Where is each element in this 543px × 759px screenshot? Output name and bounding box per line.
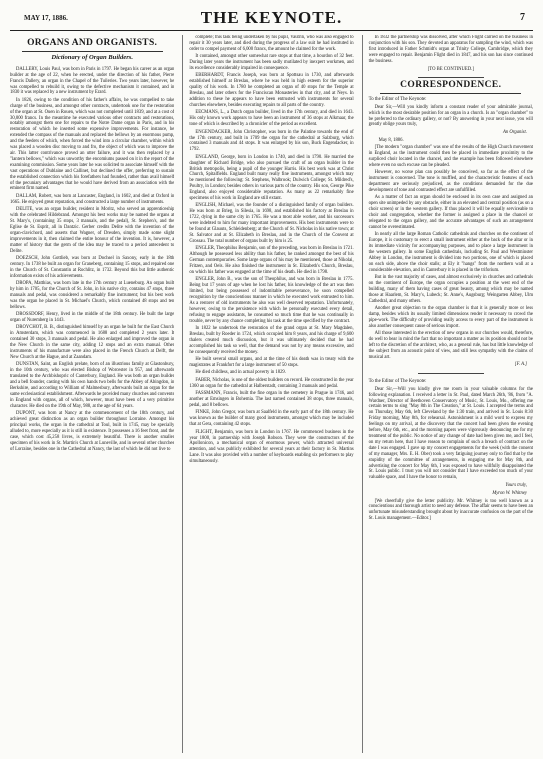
article-paragraph: DUNSTAN, Saint, an English prelate, born of an illustrious family at Glastonbury, in the 10th century, who was elected Bishop of Worcester in 957, and afterwards translated to the Archbishopric of Canterbury, England. He was both an organ builder and a bell founder, casting with his own hands two bells for the Abbey of Abingdon, in Berkshire, and according to William of Malmesbury, afterwards built an organ for the same ecclesiastical establishment. Afterwards he provided many churches and convents in England with organs, all of which, however, must have been of a very primitive character. He died on the 19th of May, 988, at the age of 64 years. (10, 362, 175, 409)
article-paragraph: ENGLER, Theophilus Benjamin, son of the preceding, was born in Breslau in 1721. Although he possessed less ability than his father, he ranked amongst the best of his German contemporaries. Some large organs of his may be mentioned, those at Nikolai, Fritzen, and Oels. He also finished the instrument in St. Elizabeth's Church, Breslau, on which his father was engaged at the time of his death. He died in 1798. (189, 246, 354, 275)
article-paragraph: DOEZSCH, John Gottlieb, was born at Dochsel in Saxony, early in the 18th century. In 1738 he built an organ for Graneberg, containing 15 stops, and repaired one in the Church of St. Constantin at Rochlitz, in 1732. Beyond this but little authentic information exists of his achievements. (10, 255, 175, 279)
article-paragraph: FLIGHT, Benjamin, was born in London in 1767. He commenced business in the year 1800, in partnership with Joseph Robson. They were the constructors of the Apollonicon, a mechanical organ of enormous power, which attracted universal attention, and was publicly exhibited for several years at their factory in St. Martins Lane. It was also provided with a number of keyboards enabling six performers to play simultaneously. (189, 429, 354, 465)
letter-signature: Myron W. Whitney (492, 490, 527, 496)
article-paragraph: DROYCHOT, B. B., distinguished himself by an organ he built for the East Church in Amsterdam, which was commenced in 1688 and completed 2 years later. It contained 30 stops, 3 manuals and pedal. He also enlarged and improved the organ in the New Church in the same city, adding 12 stops and an extra manual. Other instruments of his manufacture were also placed in the French Church at Delft, the New Church at the Hague, and at Zaandam. (10, 325, 175, 360)
letter-closing: Yours truly, (505, 482, 527, 488)
article-paragraph: In 1832 the partnership was dissolved, after which Flight carried on the business in conjunction with his son. They devoted an apparatus for sampling the wind, which was first introduced in Father Schmidt's organ at Trinity College, Cambridge, which they were engaged to repair. Benjamin Flight died in 1847, and his son has since continued the business. (368, 35, 533, 64)
editor-reply-paragraph: As a matter of fact an organ should be enclosed in its own case and assigned an open site unimpeded by any obstacle, either in an elevated and central position (as on a choir screen) or in the western gallery. If thus placed it will be equally serviceable to choir and congregation, whether the former is assigned a place in the chancel or relegated to the organ gallery, and the accurate advantages of such an arrangement cannot be overestimated. (368, 195, 533, 230)
editor-reply-paragraph: But in the vast majority of cases, and almost exclusively in churches and cathedrals on the continent of Europe, the organ occupies a position at the west end of the building, many of them having cases of great beauty, among which may be named those at Haarlem, St. Mary's, Lubeck; St. Anne's, Augsburg; Weingarten Abbey, Ulm Cathedral, and many others. (368, 275, 533, 304)
letter-paragraph: Dear Sir,—Will you kindly inform a constant reader of your admirable journal, which is the most desirable position for an organ in a church. Is an "organ chamber" to be preferred to the ordinary gallery, or not? By answering in your next issue, you will greatly oblige yours truly, (368, 104, 533, 128)
article-paragraph: ENGLAND, George, born in London in 1740, and died in 1790. He married the daughter of Richard Bridge, who also pursued the craft of an organ builder in the British metropolis, being a pupil of the younger Harris. His best work was at Christ Church, Spitalfields. England built many really fine instruments, amongst which may be mentioned the following: St. Stephens, Walbrook; Dulwich College; St. Mildred's, Poultry, in London; besides others in various parts of the country. His son, George Pike England, also enjoyed considerable reputation. As many as 22 remarkably fine specimens of his work in England are still extant. (189, 154, 354, 202)
article-paragraph: complete; this task being undertaken by his pupil, Vautrin, who was also engaged to repair it 30 years later, and died during the progress of a law suit he had instituted in order to compel payment of 6,000 francs, the amount he claimed for the work. (189, 35, 354, 52)
masthead (10, 6, 533, 31)
editor-reply-paragraph: However, no worse plan can possibly be conceived, so far as the effect of the instrument is concerned. The tone is muffled, and the characteristic features of each department are seriously prejudiced, as the conditions demanded for the due development of tone and contrasted effect are unfulfilled. (368, 170, 533, 194)
to-be-continued: [TO BE CONTINUED.] (427, 66, 474, 72)
letter-paragraph: Dear Sir,—Will you kindly give me room in your valuable columns for the following explanation. I received a letter in St. Paul, dated March 26th, '86, from "A. Wardner, Director of Beethoven Conservatory of Music, St. Louis, Mo., offering me certain terms to sing "May 8th in The Creation," at St. Louis. I accepted the terms and on Thursday, May 6th, left Cleveland by the 1:30 train, and arrived in St. Louis 8:30 Friday morning, May 8th, for rehearsal. Astonishment is a mild word to express my feelings on my arrival, at the discovery that the concert had been given the evening before, May 6th, etc., and the morning papers were vigorously denouncing me for my treatment of the public. No notice of any change of date had been given me, and I feel, on my return here, that I have reason to complain of such a breach of contract on the date I was engaged. I gave up my concert engagements for the week (with the consent of my manager, Mrs. E. H. Ober) took a very fatiguing journey only to find that by the stupidity of the committee of arrangements, in engaging me for May 8th, and advertising the concert for May 6th, I was exposed to have willfully disappointed the St. Louis public. I trust you will not consider that I have exceeded too much of your valuable space, and I have the honor to remain, (368, 386, 533, 481)
article-paragraph: He built several small organs, and at the time of his death was in treaty with the magistrates at Frankfort for a large instrument of 50 stops. (189, 357, 354, 369)
letter-signature: An Organist. (502, 129, 527, 135)
article-paragraph: ENGLISH, Michael, was the founder of a distinguished family of organ builders. He was born at Brieg, in Silesia, in 1698, and established his factory at Breslau in 1722, dying in the same city in 1765. He was a most able worker, and his successors were indebted to him for many important improvements. His best instruments were to be found at Glauuts, Schleidenberg; at the Church of St. Nicholas in his native town; at St. Salvator and at St. Elizabeth in Breslau, and in the Church of the Convent at Grossau. The total number of organs built by him is 25. (189, 203, 354, 244)
issue-date: MAY 17, 1886. (24, 14, 68, 22)
article-paragraph: FABER, Nicholas, is one of the oldest builders on record. He constructed in the year 1360 an organ for the cathedral at Halberstadt, containing 3 manuals and pedal. (189, 377, 354, 389)
title-rule (22, 51, 163, 52)
section-divider (418, 77, 484, 78)
section-divider (418, 373, 484, 374)
article-paragraph: DROSSDORF, Henry, lived in the middle of the 18th century. He built the large organ of Nuremberg in 1443. (10, 312, 175, 323)
letter-salutation: To the Editor of The Keynote: (368, 97, 427, 103)
article-paragraph: DALLERY, Louis Paul, was born in Paris in 1797. He began his career as an organ builder at the age of 22, when he erected, under the direction of his father, Pierre Francis Dallery, an organ in the Chapel of the Tuileries. Two years later, however, he was compelled to rebuild it, owing to the defective mechanism it contained, and in 1830 it was replaced by a new instrument by Erard. (10, 66, 175, 96)
columns (10, 35, 533, 753)
article-paragraph: In 1826, owing to the condition of his father's affairs, he was compelled to take charge of the business, and amongst other contracts, undertook one for the restoration of the organ at St. Ouen in Rouen, which was not completed until 1839, and at a cost of 30,000 francs. In the meantime he executed various other contracts and restorations, notably amongst them one for repairs to the Notre Dame organ in Paris, and in his restoration of which he inserted some expensive improvements. For instance, he extended the compass of the manuals and replaced the bellows by an enormous pump, and the feeders of which, when forced the wind into a circular chamber, within which was placed a wooden disc moving to and fro, the object of which was to improve the air. This latter contrivance proved an utter failure, and it was then replaced by a "lantern bellows," which was unworthy the encomiums passed on it in the report of the examining commission. Some years later he was solicited to associate himself with the vast operations of Dublaine and Callinet, but declined the offer, preferring to sustain the established connection which his forefathers had founded, rather than avail himself of the pecuniary advantages that he would have derived from an association with the eminent firm named. (10, 97, 175, 192)
editor-reply-paragraph: [The modern "organ chamber" was one of the results of the High Church movement in England, as the instrument could then be placed in immediate proximity to the surpliced choir located in the chancel, and the example has been followed elsewhere where even no such excuse can be pleaded. (368, 145, 533, 168)
publication-title: THE KEYNOTE. (200, 8, 343, 27)
title-rule (380, 93, 521, 94)
article-paragraph: EECMANS, L., a Dutch organ builder, lived in the 17th century, and died in 1643. His only known work appears to have been an instrument of 36 stops at Alkmaar, the tone of which is described by a chronicler of the period as excellent. (189, 110, 354, 128)
article-paragraph: DALLAM, Robert, was born at Lancaster, England, in 1602, and died at Oxford in 1665. He enjoyed great reputation, and constructed a large number of instruments. (10, 193, 175, 205)
article-paragraph: In 1822 he undertook the restoration of the grand organ at St. Mary Magdalen, Breslau, built by Roeder in 1724, which occupied him 8 years, and his charge of 9,600 thalers created much discussion, but it was ultimately decided that he had accomplished his task so well, that the demand was not by any means excessive, and he consequently received the money. (189, 326, 354, 355)
article-paragraph: FINKE, John Gregor, was born at Saalfeld in the early part of the 18th century. He was known as the builder of many good instruments, amongst which may be included that at Gera, containing 42 stops. (189, 410, 354, 428)
article-paragraph: DELITE, was an organ builder, resident in Moritz, who served an apprenticeship with the celebrated Hildebrand. Amongst his best works may be named the organs at St. Mary's, (containing 35 stops, 3 manuals, and the pedal), St. Stephen's, and the Eglise de St. Esprit, all in Dantzic. Gerber credits Delite with the invention of the organ-clavichord, and asserts that Wagner, of Dresden, simply made some slight improvements in it, then claimed the entire honour of the invention. It is, however, a matter of history that the germ of the idea may be traced to a period antecedent to Delite. (10, 207, 175, 254)
section-subtitle: Dictionary of Organ Builders. (51, 53, 134, 61)
letter-salutation: To the Editor of The Keynote: (368, 379, 427, 385)
article-paragraph: ENGENDACKER, John Christopher, was born in the Palatine towards the end of the 17th century, and built in 1709 the organ for the cathedral at Salzburg, which contained 3 manuals and 44 stops. It was enlarged by his son, Buck Engendacker, in 1792. (189, 129, 354, 153)
right-column (362, 35, 533, 753)
page-number: 7 (520, 12, 525, 23)
editor-signature: [F. A.] (514, 362, 527, 368)
article-paragraph: It contained, amongst other somewhat rare stops at that time, a bourdon of 32 feet. During later years the instrument has been sadly mutilated by inexpert workmen, and its excellence considerably impaired in consequence. (189, 54, 354, 72)
article-paragraph: He died childless, and in actual poverty in 1829. (195, 370, 286, 376)
article-paragraph: EBERHARDT, Francis Joseph, was born at Spottsau in 1730, and afterwards established himself at Breslau, where he was held in high esteem for the superior quality of his work. In 1780 he completed an organ of 40 stops for the Temple at Breslau, and later others for the Franciscan Monasteries in that city, and at Neys. In addition to these he appears to have been entrusted with instruments for several churches elsewhere, besides executing repairs to all parts of the country. (189, 73, 354, 108)
editor-reply-paragraph: [We cheerfully give the letter publicity. Mr. Whitney is too well known as a conscientious and thorough artist to need any defense. The affair seems to have been an unfortunate misunderstanding brought about by inaccurate confusion on the part of the St. Louis management.—Editor.] (368, 498, 533, 522)
editor-reply-paragraph: Another great objection to the organ chamber is that it is generally more or less damp, besides which its usually limited dimensions render it necessary to crowd the pipe-work. The difficulty of providing really access to every part of the instrument is also another consequent cause of serious import. (368, 306, 533, 329)
letter-date: May 8, 1886. (378, 137, 404, 143)
section-title-organs: ORGANS AND ORGANISTS. (27, 38, 158, 48)
article-paragraph: ENGLER, John B., was the son of Theophilus, and was born in Breslau in 1775. Being but 17 years of age when he lost his father, his knowledge of the art was then limited, but being possessed of indomitable perseverance, he soon compelled recognition by the conscientious manner in which he executed work entrusted to him. As a restorer of old instruments he also was well deserved reputation. Unfortunately, however, owing to the persistence with which he personally executed every detail, refusing to engage assistants, he consumed so much time that he was continually in trouble, never by any chance completing his task at the time specified by the contract. (189, 277, 354, 324)
article-paragraph: DROPA, Matthias, was born late in the 17th century at Lueneburg. An organ built by him in 1705, for the Church of St. John, in his native city, contains 47 stops, three manuals and pedal, was considered a remarkably fine instrument; but his best work was the organ he placed in St. Michael's Church, which contained 48 stops and ten bellows. (10, 281, 175, 310)
editor-reply-paragraph: In nearly all the large Roman Catholic cathedrals and churches on the continent of Europe, it is customary to erect a small instrument either at the back of the altar or in its immediate vicinity for accompanying purposes, and to place a large instrument in the western gallery. In some English cathedrals, including St. Paul and Westminster Abbey in London, the instrument is divided into two portions, one of which is placed on each side, above the choir stalls; at Ely it "hangs" from the northern wall at a considerable elevation, and in Canterbury it is placed in the triforium. (368, 232, 533, 273)
article-paragraph: FASSMANN, Francis, built the fine organ in the cemetery in Prague in 1746, and another at Emsingen in Bohemia. The last named contained 38 stops, three manuals, pedal, and 8 bellows. (189, 391, 354, 408)
correspondence-title: CORRESPONDENCE. (400, 80, 502, 91)
left-column (10, 35, 174, 753)
middle-column (182, 35, 353, 753)
editor-reply-paragraph: All those interested in the erection of new organs in our churches would, therefore, do well to bear in mind the fact that no important a matter as its position should not be left to the discretion of the architect, who, as a general rule, has but little knowledge of the subject from an acoustic point of view, and still less sympathy with the claims of musical art. (368, 331, 533, 360)
article-paragraph: DUPONT, was born at Nancy at the commencement of the 18th century, and achieved great distinction as an organ builder throughout Lorraine. Amongst his principal works, the organ in the cathedral at Toul, built in 1745, may be specially alluded to, more especially as it is still in existence. It possesses a 16 feet front, and the case, which cost 45,258 livres, is extremely beautiful. There is another smaller specimen of his work in St. Martin's Church at Luneville, and in several other churches of Lorraine, besides one in the Cathedral at Nancy, the last of which he did not live to (10, 411, 175, 452)
